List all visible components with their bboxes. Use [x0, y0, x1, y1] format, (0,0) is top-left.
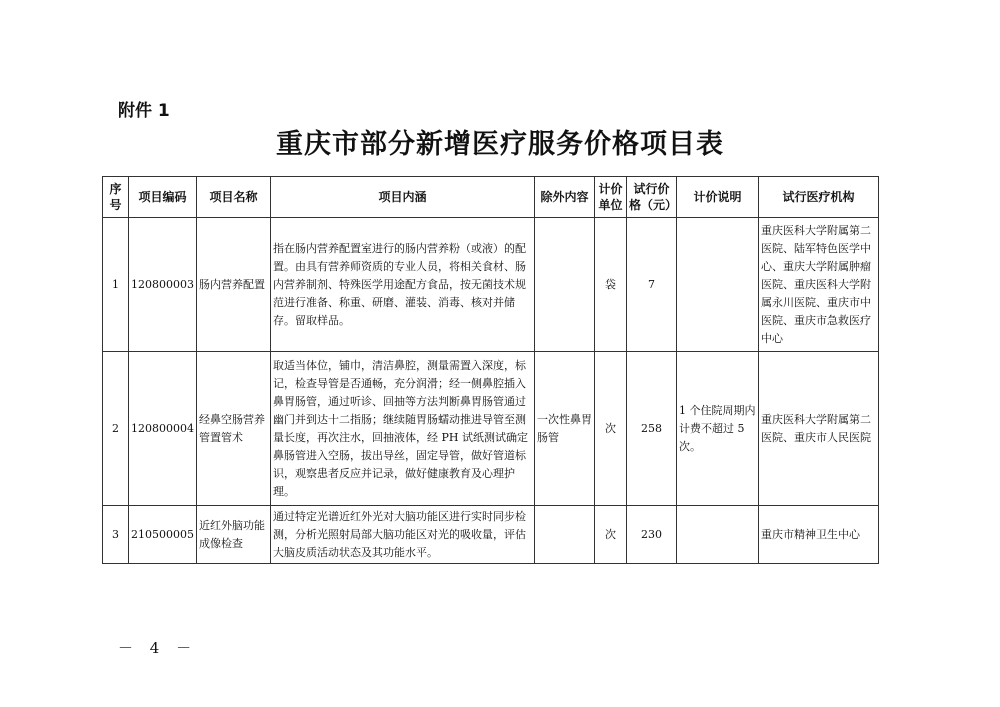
- price-table: [102, 176, 879, 564]
- cell-seq: 1: [103, 218, 129, 352]
- header-code: 项目编码: [129, 177, 197, 218]
- table-row: [103, 352, 879, 506]
- header-institution: 试行医疗机构: [759, 177, 879, 218]
- cell-unit: 次: [595, 352, 627, 506]
- cell-institution: 重庆市精神卫生中心: [759, 506, 879, 564]
- header-exclusion: 除外内容: [535, 177, 595, 218]
- cell-content: 通过特定光谱近红外光对大脑功能区进行实时同步检测，分析光照射局部大脑功能区对光的吸收量，评估大脑皮质活动状态及其功能水平。: [271, 506, 535, 564]
- cell-code: 120800004: [129, 352, 197, 506]
- header-price: 试行价格（元）: [627, 177, 677, 218]
- header-name: 项目名称: [197, 177, 271, 218]
- cell-code: 210500005: [129, 506, 197, 564]
- header-unit: 计价单位: [595, 177, 627, 218]
- cell-name: 经鼻空肠营养管置管术: [197, 352, 271, 506]
- cell-name: 肠内营养配置: [197, 218, 271, 352]
- table-header-row: [103, 177, 879, 218]
- cell-seq: 2: [103, 352, 129, 506]
- cell-note: [677, 218, 759, 352]
- attachment-label: 附件 1: [118, 101, 170, 121]
- cell-name: 近红外脑功能成像检查: [197, 506, 271, 564]
- cell-price: 230: [627, 506, 677, 564]
- page-title: 重庆市部分新增医疗服务价格项目表: [276, 129, 724, 160]
- cell-note: [677, 506, 759, 564]
- cell-content: 取适当体位，铺巾，清洁鼻腔，测量需置入深度，标记，检查导管是否通畅，充分润滑；经一侧鼻腔插入鼻胃肠管，通过听诊、回抽等方法判断鼻胃肠管通过幽门并到达十二指肠；继续随胃肠蠕动推进导管至测量长度，再次注水，回抽液体，经 PH 试纸测试确定鼻肠管进入空肠，拔出导丝，固定导管，做好管道标识，观察患者反应并记录，做好健康教育及心理护理。: [271, 352, 535, 506]
- cell-note: 1 个住院周期内计费不超过 5 次。: [677, 352, 759, 506]
- cell-institution: 重庆医科大学附属第二医院、重庆市人民医院: [759, 352, 879, 506]
- page-number: － 4 －: [118, 639, 198, 657]
- cell-institution: 重庆医科大学附属第二医院、陆军特色医学中心、重庆大学附属肿瘤医院、重庆医科大学附属永川医院、重庆市中医院、重庆市急救医疗中心: [759, 218, 879, 352]
- header-seq: 序号: [103, 177, 129, 218]
- header-content: 项目内涵: [271, 177, 535, 218]
- cell-price: 7: [627, 218, 677, 352]
- table-row: [103, 506, 879, 564]
- table-row: [103, 218, 879, 352]
- cell-code: 120800003: [129, 218, 197, 352]
- cell-exclusion: [535, 218, 595, 352]
- cell-content: 指在肠内营养配置室进行的肠内营养粉（或液）的配置。由具有营养师资质的专业人员，将相关食材、肠内营养制剂、特殊医学用途配方食品，按无菌技术规范进行准备、称重、研磨、灌装、消毒、核对并储存。留取样品。: [271, 218, 535, 352]
- cell-unit: 次: [595, 506, 627, 564]
- cell-exclusion: [535, 506, 595, 564]
- cell-seq: 3: [103, 506, 129, 564]
- header-note: 计价说明: [677, 177, 759, 218]
- cell-exclusion: 一次性鼻胃肠管: [535, 352, 595, 506]
- cell-price: 258: [627, 352, 677, 506]
- cell-unit: 袋: [595, 218, 627, 352]
